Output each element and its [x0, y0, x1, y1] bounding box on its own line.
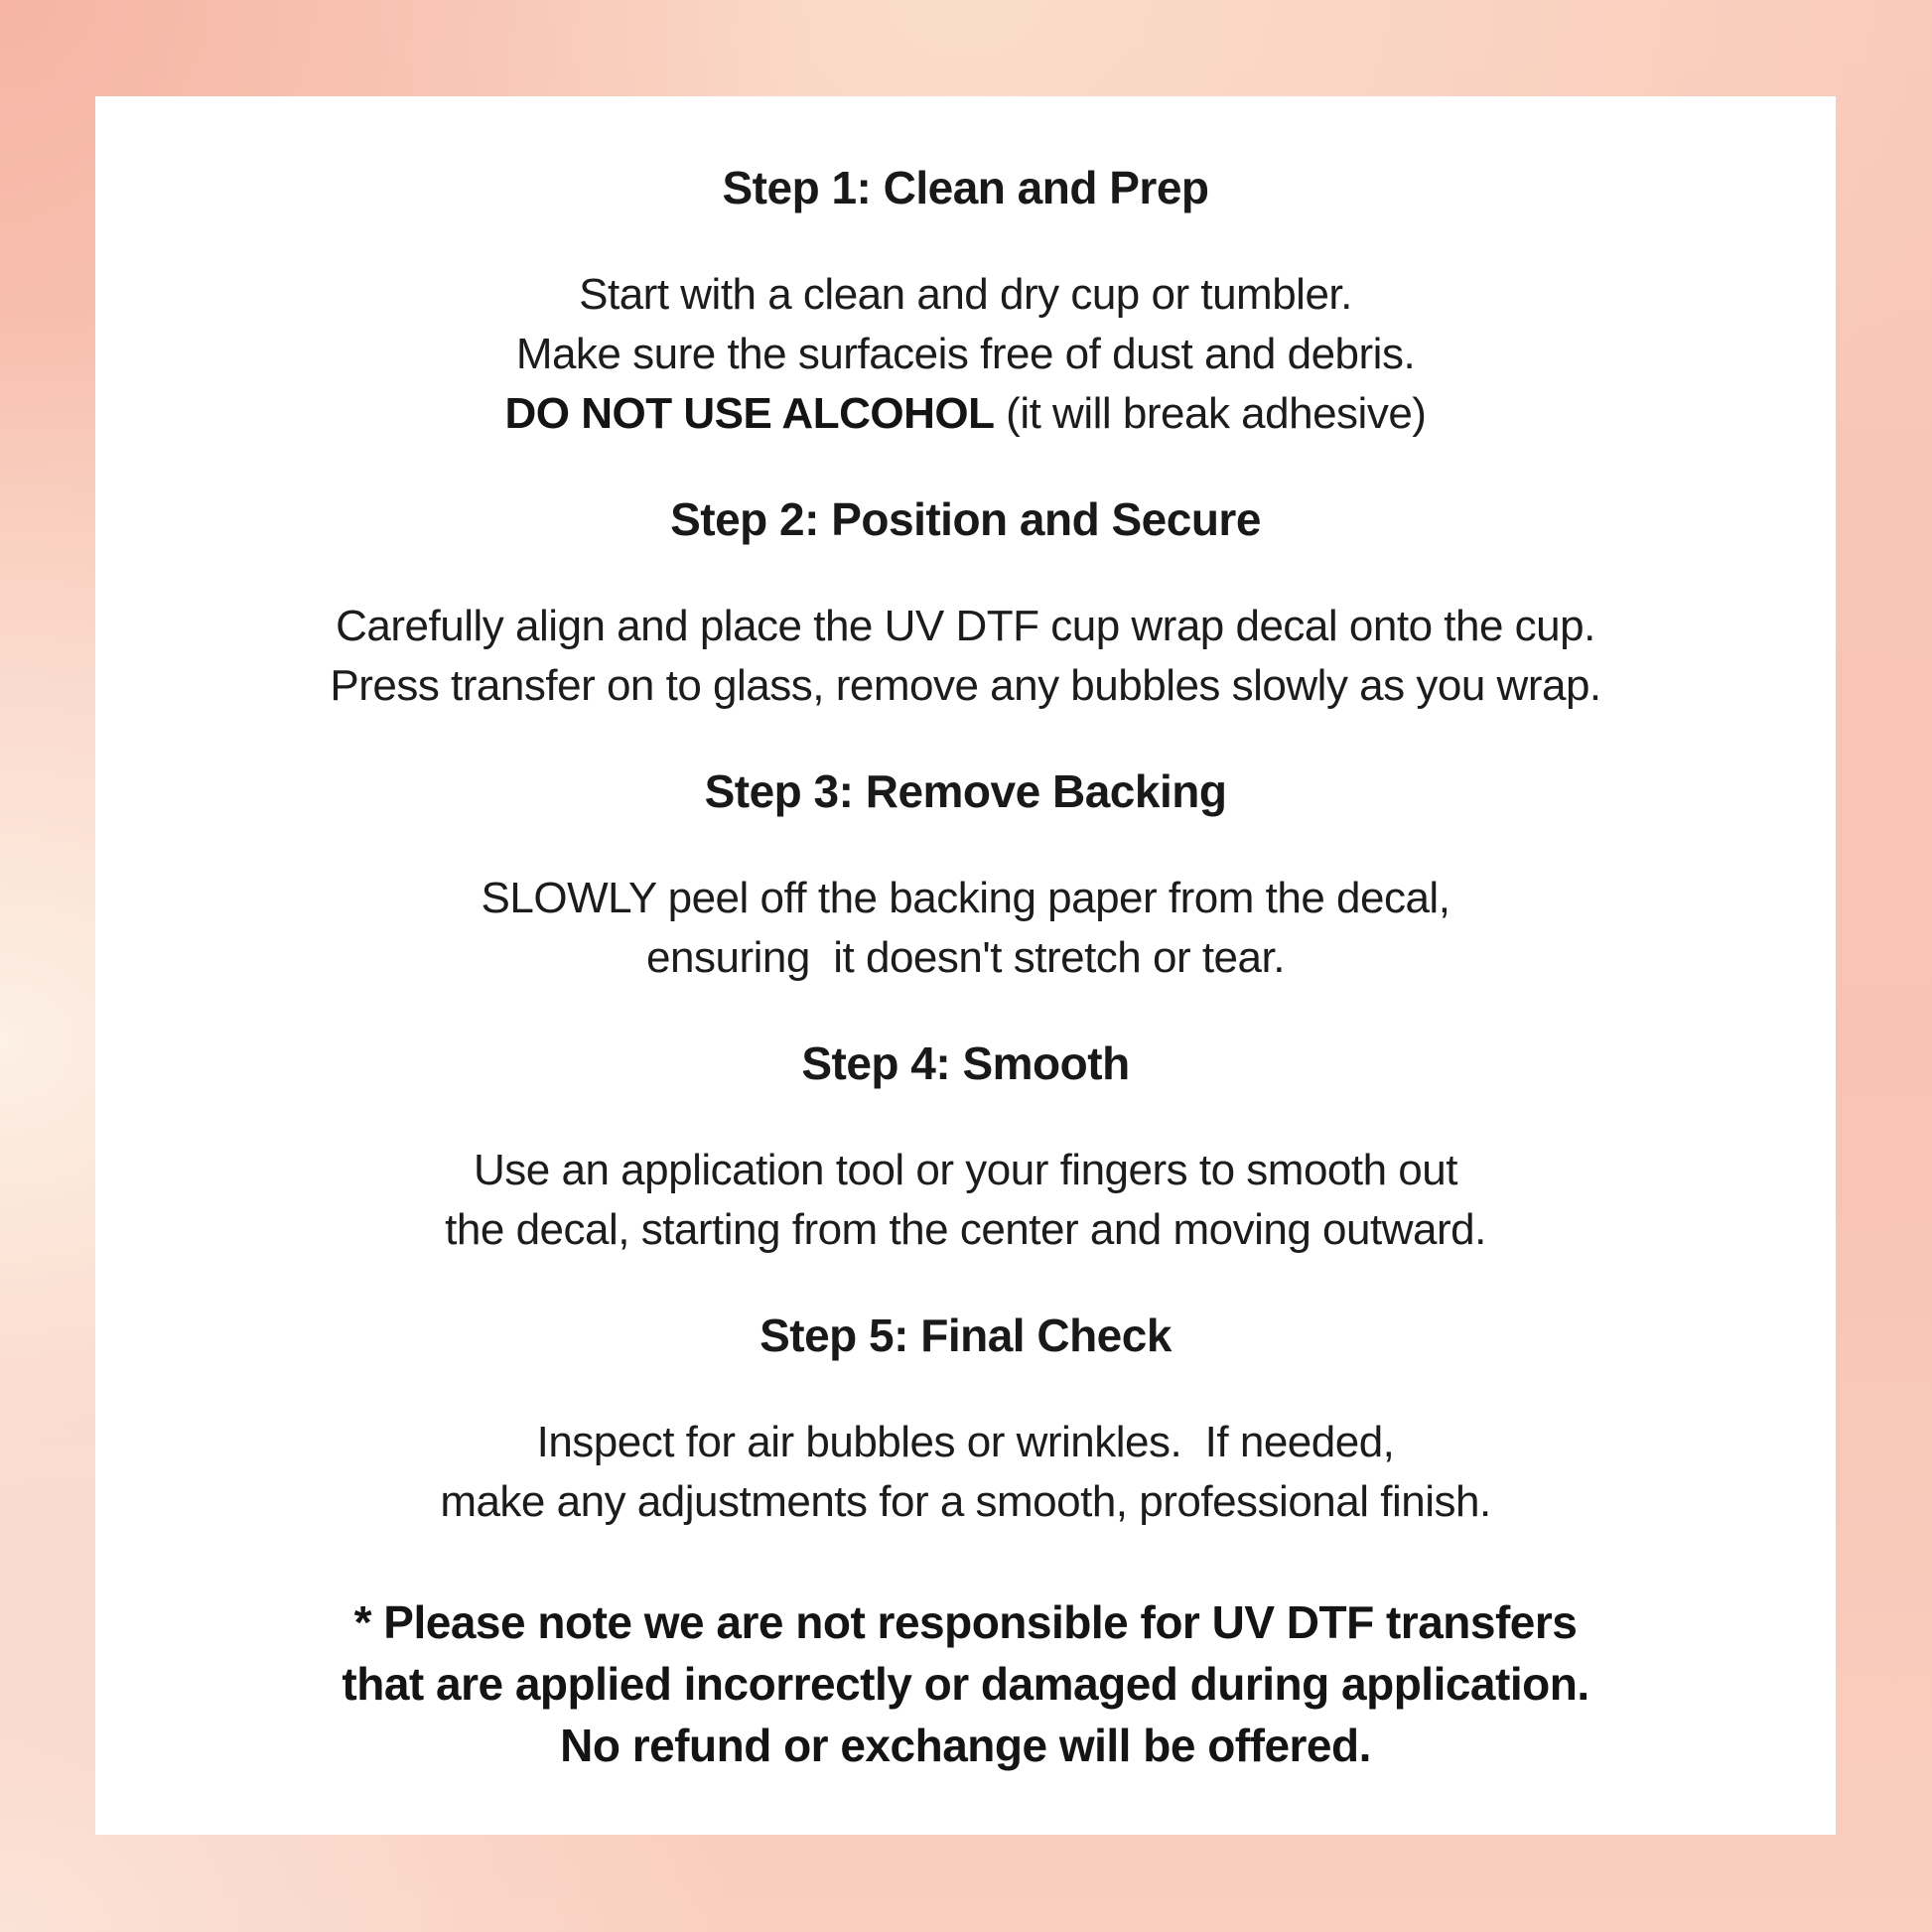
step-4-heading: Step 4: Smooth — [801, 1037, 1130, 1089]
step-1-warning-line — [135, 384, 1796, 444]
alcohol-warning-bold: DO NOT USE ALCOHOL — [504, 389, 995, 438]
step-2-line: Press transfer on to glass, remove any bubbles slowly as you wrap. — [330, 661, 1601, 710]
disclaimer-line: * Please note we are not responsible for UV DTF transfers — [353, 1596, 1578, 1648]
step-3-heading: Step 3: Remove Backing — [704, 765, 1227, 817]
alcohol-warning-rest: (it will break adhesive) — [994, 389, 1427, 438]
step-4-line: the decal, starting from the center and moving outward. — [445, 1205, 1486, 1254]
step-2-heading: Step 2: Position and Secure — [670, 493, 1261, 545]
disclaimer-line: that are applied incorrectly or damaged during application. — [342, 1658, 1589, 1710]
step-5-section — [135, 1306, 1796, 1532]
step-3-line: ensuring it doesn't stretch or tear. — [646, 933, 1285, 982]
step-2-line: Carefully align and place the UV DTF cup wrap decal onto the cup. — [336, 602, 1595, 650]
step-4-line: Use an application tool or your fingers to smooth out — [474, 1146, 1457, 1194]
step-5-heading: Step 5: Final Check — [759, 1310, 1172, 1361]
instruction-card — [95, 96, 1836, 1835]
step-3-line: SLOWLY peel off the backing paper from the decal, — [481, 874, 1450, 922]
step-1-heading: Step 1: Clean and Prep — [722, 162, 1209, 213]
step-3-section — [135, 761, 1796, 988]
step-2-section — [135, 489, 1796, 716]
step-4-section — [135, 1034, 1796, 1260]
disclaimer — [135, 1591, 1796, 1776]
step-1-line: Make sure the surfaceis free of dust and debris. — [515, 330, 1416, 378]
step-1-line: Start with a clean and dry cup or tumbler. — [579, 270, 1352, 319]
disclaimer-line: No refund or exchange will be offered. — [560, 1720, 1371, 1771]
step-5-line: Inspect for air bubbles or wrinkles. If needed, — [536, 1418, 1395, 1466]
step-1-section — [135, 158, 1796, 444]
step-5-line: make any adjustments for a smooth, professional finish. — [440, 1477, 1491, 1526]
